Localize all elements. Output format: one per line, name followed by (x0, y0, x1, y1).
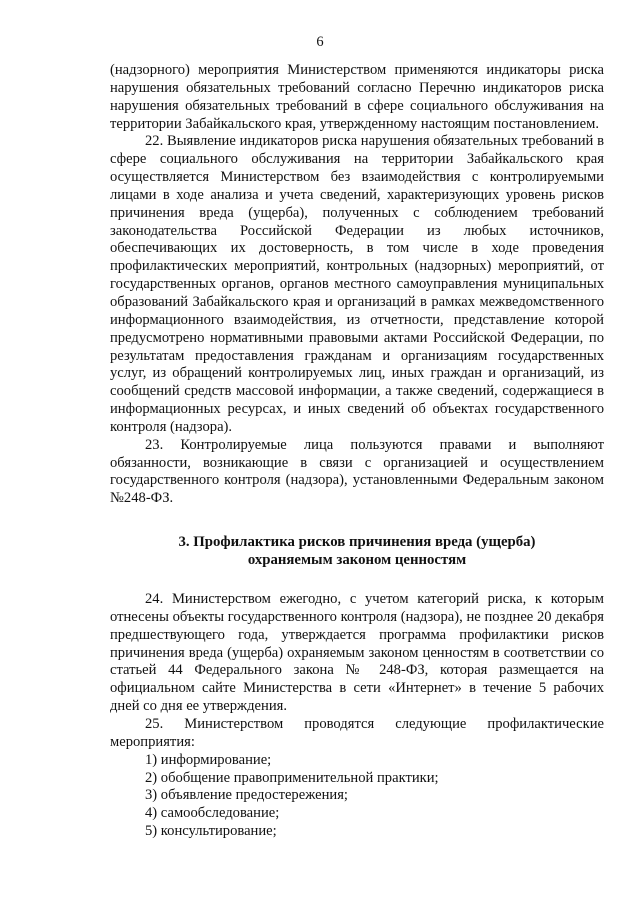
paragraph-continuation: (надзорного) мероприятия Министерством применяются индикаторы риска нарушения обязательных требований согласно Перечню индикаторов риска нарушения обязательных требований в сфере социального обслуживания на территории Забайкальского края, утвержденному настоящим постановлением. (110, 62, 604, 132)
page-number: 6 (316, 34, 324, 50)
list-item: 2) обобщение правоприменительной практики; (145, 769, 439, 786)
paragraph-22: 22. Выявление индикаторов риска нарушения обязательных требований в сфере социального обслуживания на территории Забайкальского края осуществляется Министерством без взаимодействия с контролируемыми лицами в ходе анализа и учета сведений, характеризующих уровень рисков причинения вреда (ущерба), полученных с соблюдением требований законодательства Российской Федерации из любых источников, обеспечивающих их достоверность, в том числе в ходе проведения профилактических мероприятий, контрольных (надзорных) мероприятий, от государственных органов, органов местного самоуправления муниципальных образований Забайкальского края и организаций в рамках межведомственного информационного взаимодействия, из отчетности, представление которой предусмотрено нормативными правовыми актами Российской Федерации, по результатам предоставления гражданам и организациям государственных услуг, из обращений контролируемых лиц, иных граждан и организаций, из сообщений средств массовой информации, а также сведений, содержащиеся в информационных ресурсах, и иных сведений об объектах государственного контроля (надзора). (110, 133, 604, 435)
paragraph-25: 25. Министерством проводятся следующие профилактические мероприятия: (110, 716, 604, 750)
section-heading (110, 533, 604, 569)
list-item: 5) консультирование; (145, 823, 277, 840)
paragraph-24: 24. Министерством ежегодно, с учетом категорий риска, к которым отнесены объекты государственного контроля (надзора), не позднее 20 декабря предшествующего года, утверждается программа профилактики рисков причинения вреда (ущерба) охраняемым законом ценностям в соответствии со статьей 44 Федерального закона № 248-ФЗ, которая размещается на официальном сайте Министерства в сети «Интернет» в течение 5 рабочих дней со дня ее утверждения. (110, 591, 604, 715)
list-item: 1) информирование; (145, 751, 272, 768)
list-item: 3) объявление предостережения; (145, 787, 348, 804)
section-heading-line-1: 3. Профилактика рисков причинения вреда (ущерба) (178, 534, 536, 551)
list-item: 4) самообследование; (145, 805, 280, 822)
prevention-measures-list (110, 752, 604, 841)
section-heading-line-2: охраняемым законом ценностям (247, 552, 467, 569)
paragraph-23: 23. Контролируемые лица пользуются правами и выполняют обязанности, возникающие в связи с организацией и осуществлением государственного контроля (надзора), установленными Федеральным законом №248-ФЗ. (110, 436, 604, 507)
document-body (110, 62, 604, 841)
